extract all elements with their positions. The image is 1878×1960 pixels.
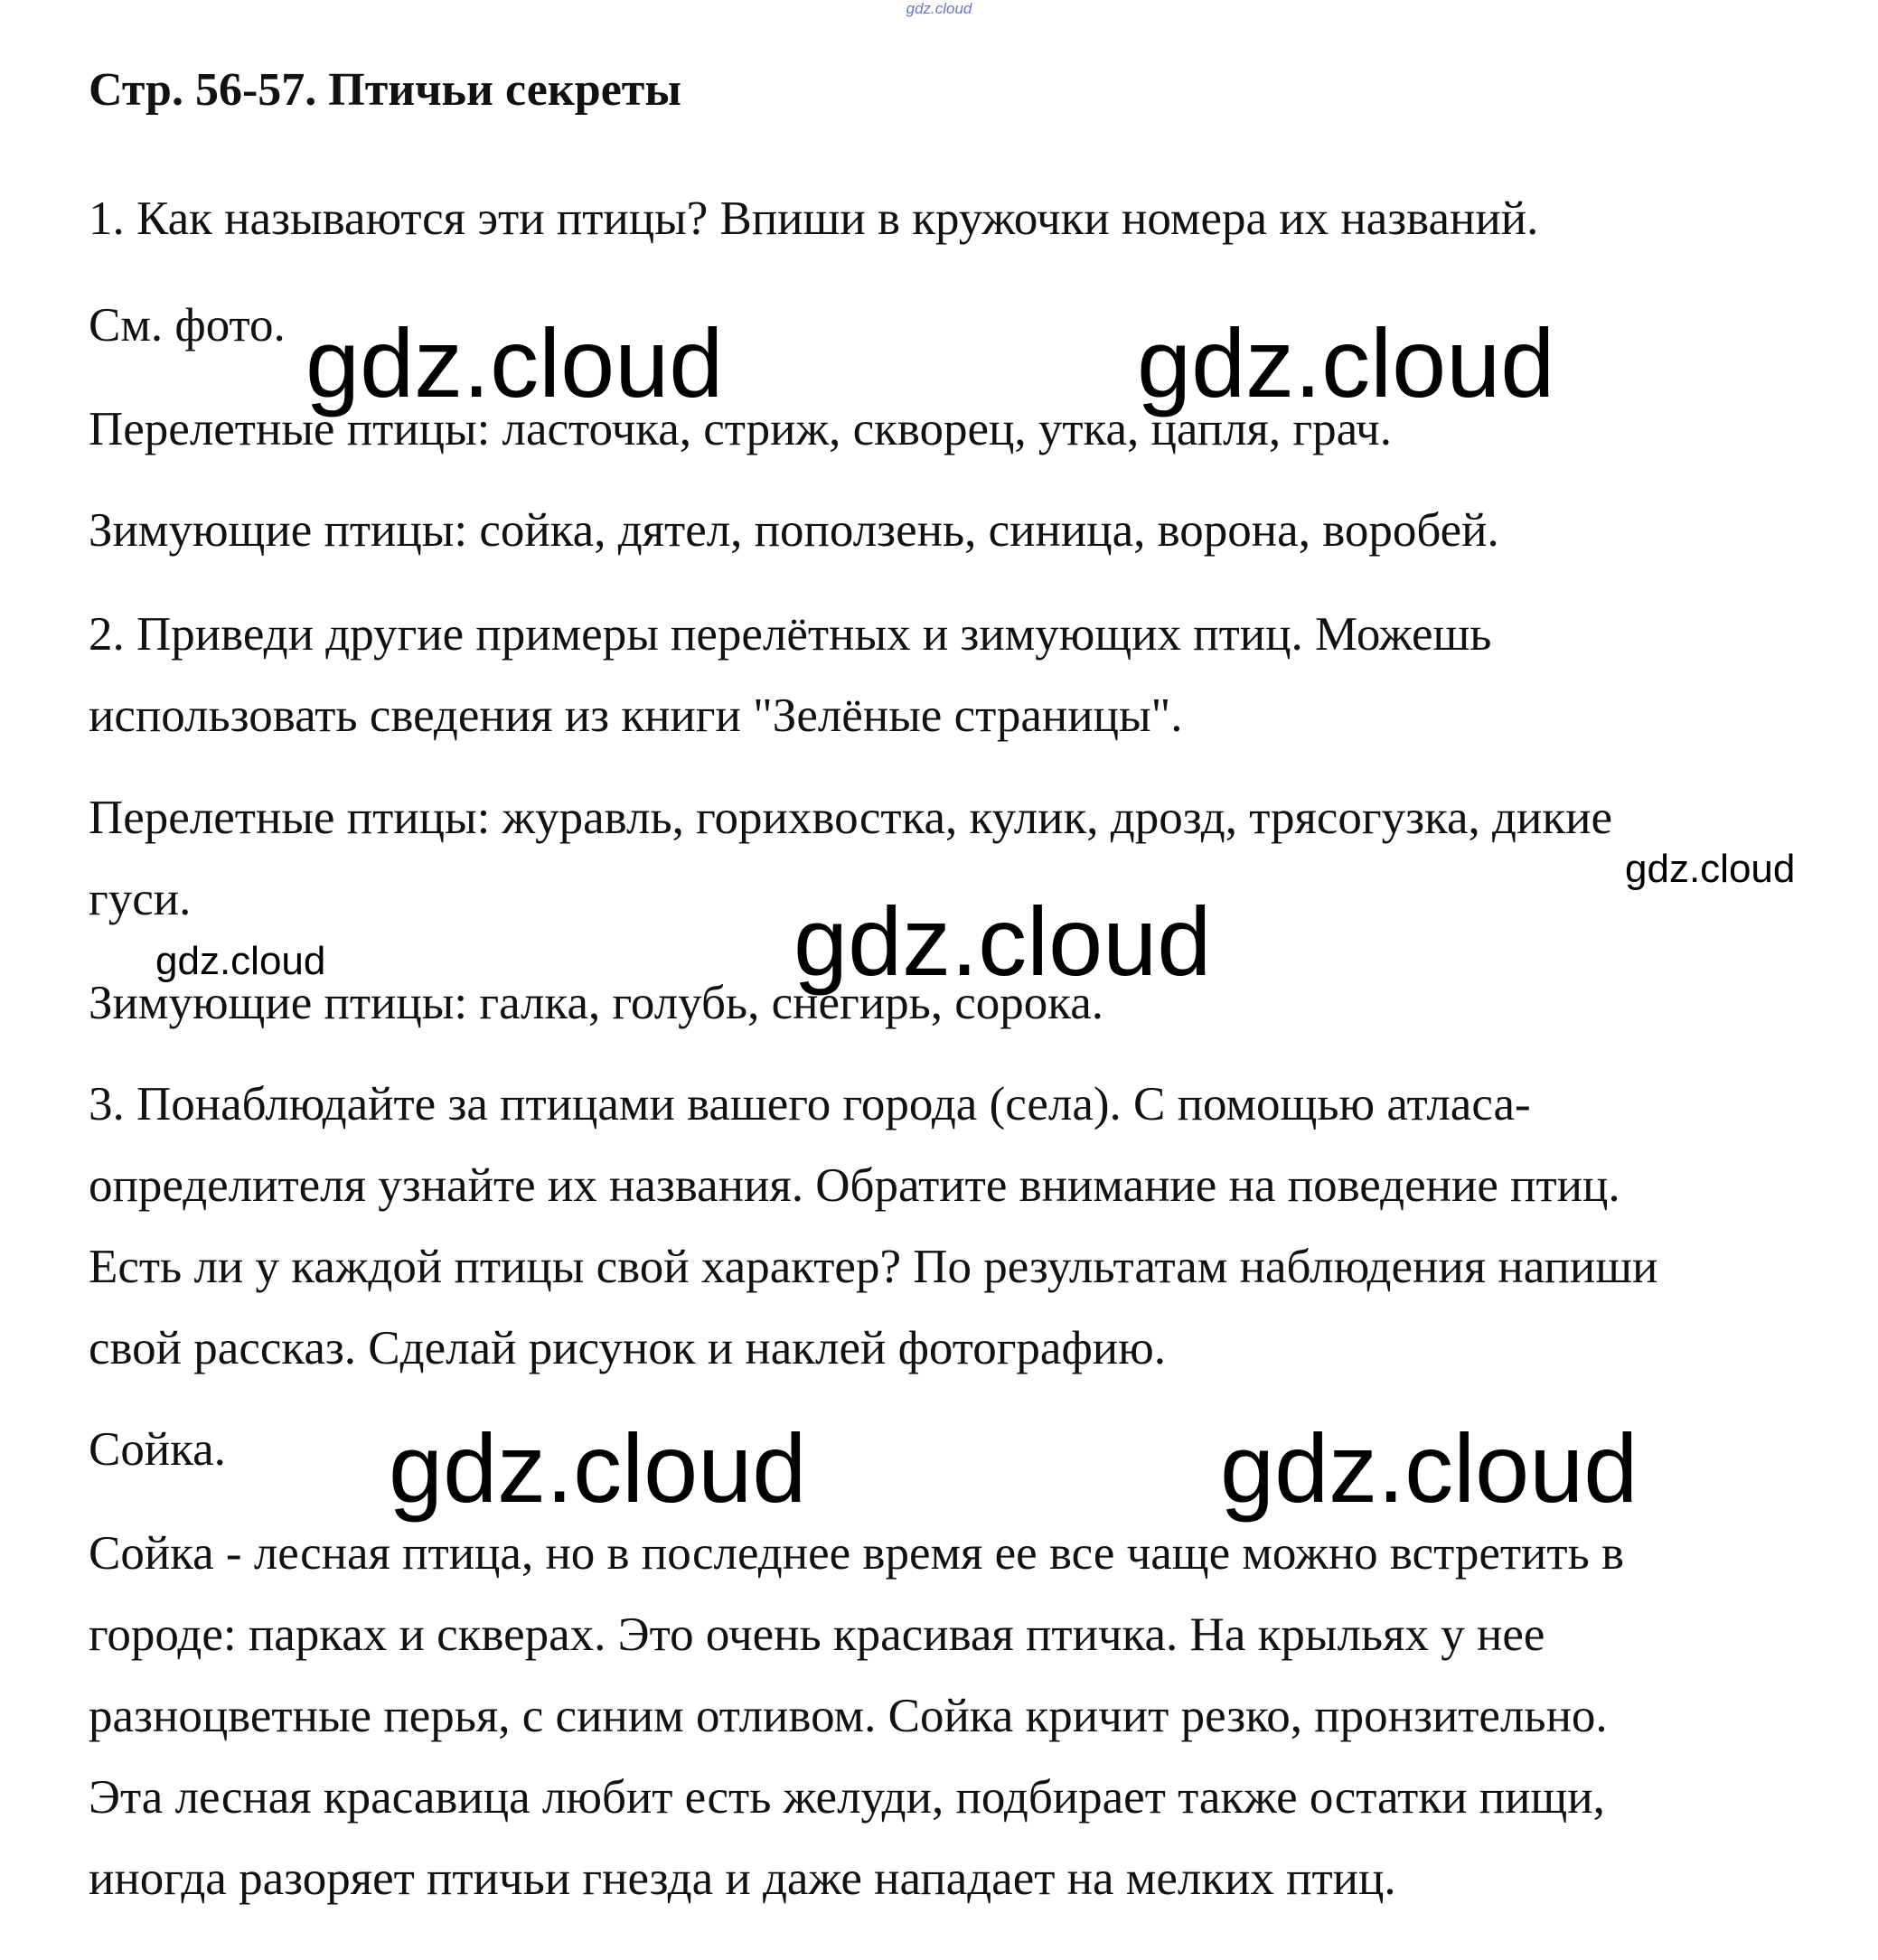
page-title: Стр. 56-57. Птичьи секреты: [89, 64, 681, 116]
task2-migratory-line2: гуси.: [89, 873, 192, 925]
task3-question-line1: 3. Понаблюдайте за птицами вашего города (села). С помощью атласа-: [89, 1078, 1531, 1130]
task3-question-line4: свой рассказ. Сделай рисунок и наклей фотографию.: [89, 1322, 1167, 1374]
task3-question-line3: Есть ли у каждой птицы свой характер? По результатам наблюдения напиши: [89, 1241, 1658, 1293]
watermark: gdz.cloud: [1625, 847, 1796, 891]
header-watermark: gdz.cloud: [906, 0, 972, 17]
task3-story-title: Сойка.: [89, 1423, 226, 1476]
task3-story-line3: разноцветные перья, с синим отливом. Сойка кричит резко, пронзительно.: [89, 1690, 1608, 1742]
task1-migratory-birds: Перелетные птицы: ласточка, стриж, скворец, утка, цапля, грач.: [89, 403, 1392, 455]
task2-migratory-line1: Перелетные птицы: журавль, горихвостка, кулик, дрозд, трясогузка, дикие: [89, 792, 1613, 844]
watermark: gdz.cloud: [1137, 308, 1555, 417]
task1-question: 1. Как называются эти птицы? Впиши в кружочки номера их названий.: [89, 192, 1539, 245]
task1-wintering-birds: Зимующие птицы: сойка, дятел, поползень, синица, ворона, воробей.: [89, 504, 1499, 557]
task2-question-line1: 2. Приведи другие примеры перелётных и зимующих птиц. Можешь: [89, 608, 1492, 661]
task2-question-line2: использовать сведения из книги "Зелёные страницы".: [89, 689, 1183, 742]
watermark: gdz.cloud: [389, 1413, 807, 1523]
task3-story-line4: Эта лесная красавица любит есть желуди, подбирает также остатки пищи,: [89, 1771, 1605, 1824]
watermark: gdz.cloud: [305, 308, 724, 417]
task2-wintering-birds: Зимующие птицы: галка, голубь, снегирь, сорока.: [89, 977, 1104, 1029]
task3-story-line1: Сойка - лесная птица, но в последнее время ее все чаще можно встретить в: [89, 1527, 1625, 1580]
watermark: gdz.cloud: [1220, 1413, 1639, 1523]
watermark: gdz.cloud: [793, 886, 1212, 996]
task3-question-line2: определителя узнайте их названия. Обратите внимание на поведение птиц.: [89, 1159, 1620, 1212]
task3-story-line2: городе: парках и скверах. Это очень красивая птичка. На крыльях у нее: [89, 1608, 1545, 1661]
task1-answer-note: См. фото.: [89, 299, 286, 352]
watermark: gdz.cloud: [155, 939, 326, 983]
task3-story-line5: иногда разоряет птичьи гнезда и даже нападает на мелких птиц.: [89, 1852, 1396, 1905]
